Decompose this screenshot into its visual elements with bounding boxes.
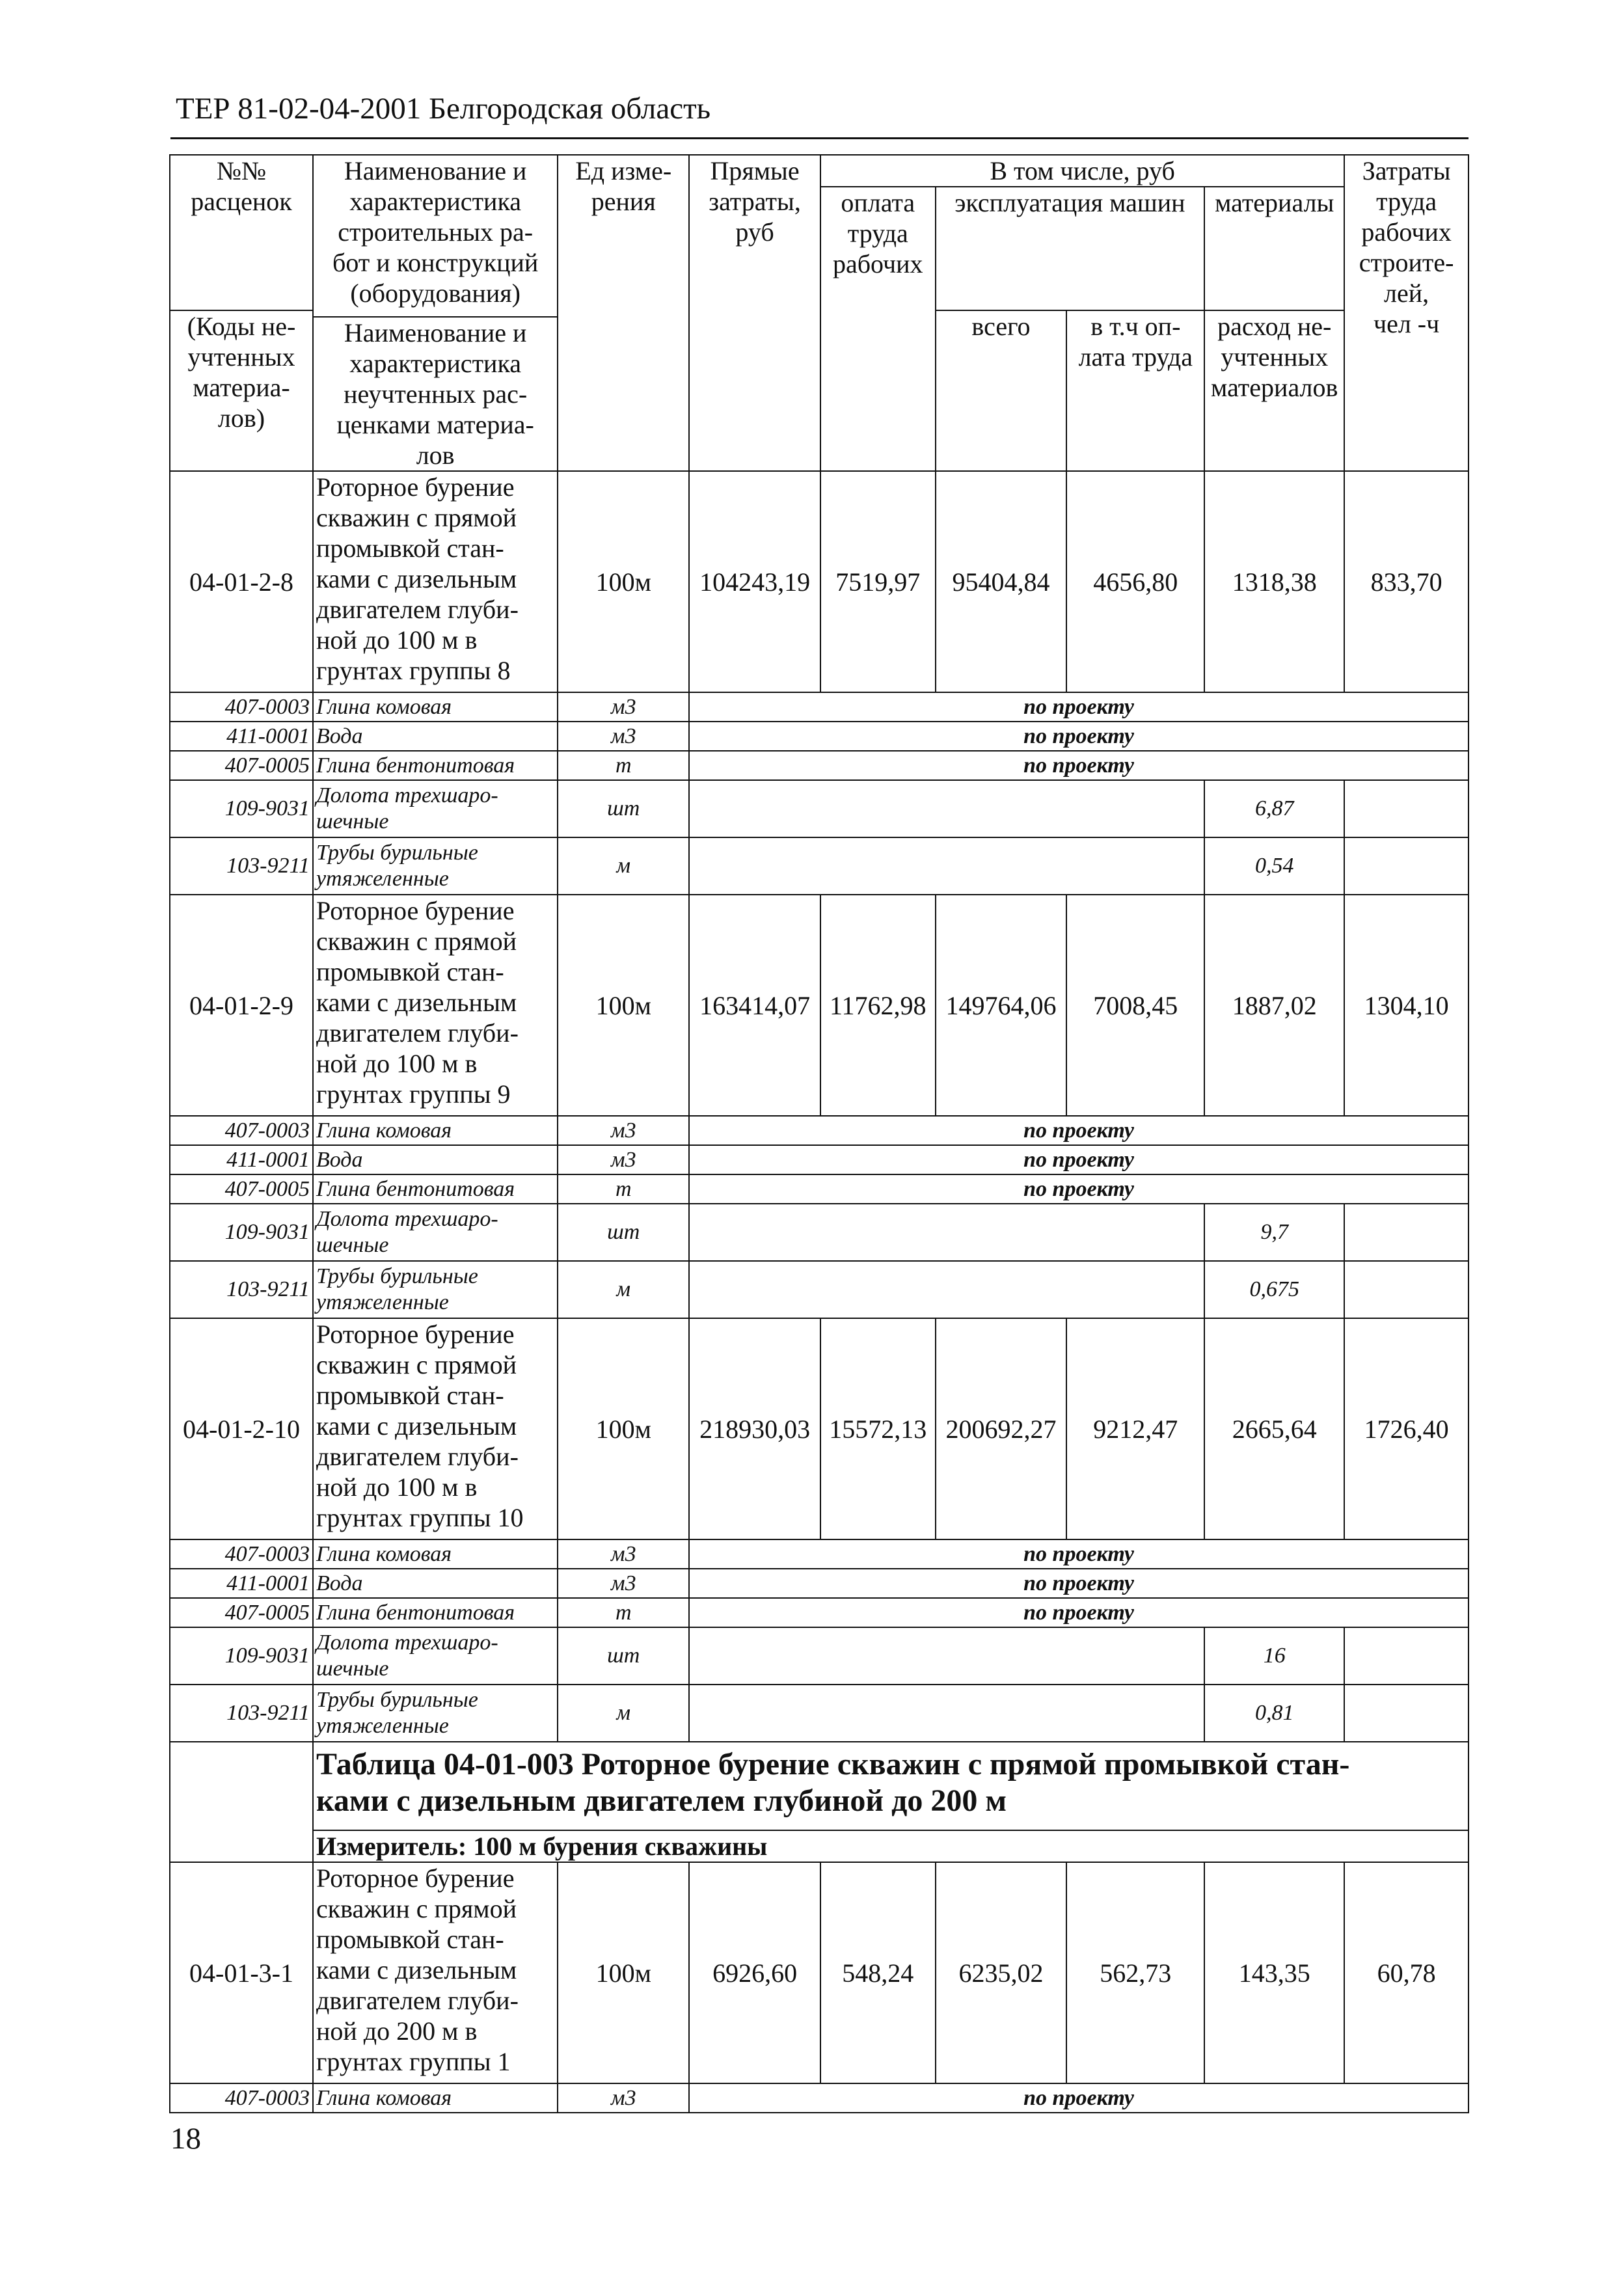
material-name: Вода — [313, 1569, 558, 1598]
material-code: 407-0003 — [170, 1539, 313, 1569]
material-name: Долота трехшаро- шечные — [313, 1627, 558, 1685]
material-unit: м — [558, 1685, 689, 1742]
rate-name: Роторное бурение скважин с прямой промывкой стан- ками с дизельным двигателем глуби- ной до 100 м в грунтах группы 9 — [313, 895, 558, 1116]
material-value: по проекту — [689, 1174, 1468, 1204]
rate-machines-wage: 7008,45 — [1066, 895, 1204, 1116]
material-unit: м3 — [558, 1145, 689, 1174]
material-row — [170, 751, 1468, 780]
header-labor-col: Затраты труда рабочих строите- лей, чел -ч — [1344, 155, 1468, 471]
material-unit: т — [558, 1598, 689, 1627]
rate-machines-wage: 562,73 — [1066, 1862, 1204, 2083]
section-title: Таблица 04-01-003 Роторное бурение скважин с прямой промывкой стан- ками с дизельным двигателем глубиной до 200 м — [313, 1742, 1468, 1830]
material-unit: м3 — [558, 722, 689, 751]
material-code: 407-0005 — [170, 1598, 313, 1627]
rate-direct-cost: 104243,19 — [689, 471, 820, 692]
rate-machines-wage: 9212,47 — [1066, 1318, 1204, 1539]
material-unit: м — [558, 837, 689, 895]
header-incl-title: В том числе, руб — [820, 155, 1344, 187]
header-code-col: №№ расценок — [170, 155, 313, 310]
header-direct-col: Прямые затраты, руб — [689, 155, 820, 471]
material-qty: 0,675 — [1204, 1261, 1344, 1318]
material-row — [170, 1116, 1468, 1145]
rate-unit: 100м — [558, 895, 689, 1116]
material-unit: т — [558, 1174, 689, 1204]
rate-wage: 548,24 — [820, 1862, 936, 2083]
material-code: 411-0001 — [170, 1145, 313, 1174]
material-unit: м — [558, 1261, 689, 1318]
material-name: Глина комовая — [313, 2083, 558, 2113]
material-code: 411-0001 — [170, 722, 313, 751]
rate-direct-cost: 163414,07 — [689, 895, 820, 1116]
material-code: 407-0003 — [170, 2083, 313, 2113]
material-unit: шт — [558, 1627, 689, 1685]
rate-direct-cost: 218930,03 — [689, 1318, 820, 1539]
material-name: Глина комовая — [313, 1539, 558, 1569]
rate-code: 04-01-2-8 — [170, 471, 313, 692]
material-qty: 9,7 — [1204, 1204, 1344, 1261]
material-row — [170, 1261, 1468, 1318]
rate-labor: 1726,40 — [1344, 1318, 1468, 1539]
material-name: Трубы бурильные утяжеленные — [313, 1685, 558, 1742]
material-name: Глина бентонитовая — [313, 1174, 558, 1204]
material-name: Трубы бурильные утяжеленные — [313, 837, 558, 895]
material-value: по проекту — [689, 1145, 1468, 1174]
material-row — [170, 1627, 1468, 1685]
header-name-col: Наименование и характеристика строительных ра- бот и конструкций (оборудования) — [313, 155, 558, 317]
material-value: по проекту — [689, 722, 1468, 751]
material-blank — [1344, 1204, 1468, 1261]
material-row — [170, 1539, 1468, 1569]
rate-labor: 60,78 — [1344, 1862, 1468, 2083]
rate-row — [170, 1862, 1468, 2083]
material-unit: м3 — [558, 1569, 689, 1598]
material-blank — [1344, 780, 1468, 837]
rate-unit: 100м — [558, 1318, 689, 1539]
material-name: Вода — [313, 1145, 558, 1174]
rate-row — [170, 895, 1468, 1116]
rate-machines-total: 6235,02 — [936, 1862, 1067, 2083]
rate-materials: 1887,02 — [1204, 895, 1344, 1116]
rate-row — [170, 471, 1468, 692]
rate-code: 04-01-2-10 — [170, 1318, 313, 1539]
material-code: 407-0003 — [170, 1116, 313, 1145]
material-unit: м3 — [558, 1539, 689, 1569]
rate-materials: 143,35 — [1204, 1862, 1344, 2083]
material-blank — [1344, 1261, 1468, 1318]
material-blank — [689, 1685, 1204, 1742]
material-blank — [689, 1204, 1204, 1261]
rate-code: 04-01-3-1 — [170, 1862, 313, 2083]
material-code: 407-0005 — [170, 751, 313, 780]
header-total: всего — [936, 310, 1067, 471]
header-unacc-name: Наименование и характеристика неучтенных рас- ценками материа- лов — [313, 317, 558, 471]
material-blank — [1344, 1627, 1468, 1685]
section-blank — [170, 1742, 313, 1862]
material-value: по проекту — [689, 1598, 1468, 1627]
material-row — [170, 1569, 1468, 1598]
material-code: 109-9031 — [170, 1204, 313, 1261]
material-code: 109-9031 — [170, 780, 313, 837]
material-row — [170, 780, 1468, 837]
material-name: Трубы бурильные утяжеленные — [313, 1261, 558, 1318]
page-number: 18 — [170, 2122, 201, 2156]
material-name: Глина комовая — [313, 692, 558, 722]
rate-name: Роторное бурение скважин с прямой промывкой стан- ками с дизельным двигателем глуби- ной до 100 м в грунтах группы 8 — [313, 471, 558, 692]
material-blank — [1344, 1685, 1468, 1742]
rate-machines-total: 200692,27 — [936, 1318, 1067, 1539]
header-unit-col: Ед изме- рения — [558, 155, 689, 471]
material-unit: м3 — [558, 1116, 689, 1145]
header-machines-col: эксплуатация машин — [936, 187, 1205, 310]
rate-name: Роторное бурение скважин с прямой промывкой стан- ками с дизельным двигателем глуби- ной до 100 м в грунтах группы 10 — [313, 1318, 558, 1539]
rate-labor: 833,70 — [1344, 471, 1468, 692]
material-code: 103-9211 — [170, 837, 313, 895]
header-rule — [170, 137, 1468, 139]
material-unit: м3 — [558, 2083, 689, 2113]
header-unacc-codes: (Коды не- учтенных материа- лов) — [170, 310, 313, 471]
material-blank — [689, 780, 1204, 837]
material-name: Долота трехшаро- шечные — [313, 1204, 558, 1261]
material-blank — [689, 1261, 1204, 1318]
rate-machines-wage: 4656,80 — [1066, 471, 1204, 692]
rate-wage: 15572,13 — [820, 1318, 936, 1539]
material-row — [170, 722, 1468, 751]
material-value: по проекту — [689, 692, 1468, 722]
rate-machines-total: 95404,84 — [936, 471, 1067, 692]
material-unit: шт — [558, 1204, 689, 1261]
material-unit: м3 — [558, 692, 689, 722]
rate-row — [170, 1318, 1468, 1539]
rate-unit: 100м — [558, 471, 689, 692]
section-measure: Измеритель: 100 м бурения скважины — [313, 1830, 1468, 1862]
rate-unit: 100м — [558, 1862, 689, 2083]
section-title-row — [170, 1742, 1468, 1830]
material-name: Вода — [313, 722, 558, 751]
material-row — [170, 837, 1468, 895]
rate-direct-cost: 6926,60 — [689, 1862, 820, 2083]
material-code: 407-0003 — [170, 692, 313, 722]
material-qty: 6,87 — [1204, 780, 1344, 837]
material-code: 407-0005 — [170, 1174, 313, 1204]
material-value: по проекту — [689, 1116, 1468, 1145]
material-blank — [689, 837, 1204, 895]
material-blank — [1344, 837, 1468, 895]
material-qty: 16 — [1204, 1627, 1344, 1685]
header-wage-col: оплата труда рабочих — [820, 187, 936, 471]
header-consumption: расход не- учтенных материалов — [1204, 310, 1344, 471]
material-value: по проекту — [689, 1539, 1468, 1569]
material-qty: 0,54 — [1204, 837, 1344, 895]
rate-machines-total: 149764,06 — [936, 895, 1067, 1116]
material-row — [170, 1204, 1468, 1261]
material-name: Глина комовая — [313, 1116, 558, 1145]
rate-wage: 11762,98 — [820, 895, 936, 1116]
material-value: по проекту — [689, 2083, 1468, 2113]
material-qty: 0,81 — [1204, 1685, 1344, 1742]
material-unit: шт — [558, 780, 689, 837]
rate-labor: 1304,10 — [1344, 895, 1468, 1116]
material-code: 109-9031 — [170, 1627, 313, 1685]
rate-code: 04-01-2-9 — [170, 895, 313, 1116]
rate-materials: 2665,64 — [1204, 1318, 1344, 1539]
material-name: Глина бентонитовая — [313, 1598, 558, 1627]
material-name: Долота трехшаро- шечные — [313, 780, 558, 837]
rate-name: Роторное бурение скважин с прямой промывкой стан- ками с дизельным двигателем глуби- ной до 200 м в грунтах группы 1 — [313, 1862, 558, 2083]
material-code: 103-9211 — [170, 1685, 313, 1742]
material-name: Глина бентонитовая — [313, 751, 558, 780]
header-materials-col: материалы — [1204, 187, 1344, 310]
material-row — [170, 1685, 1468, 1742]
material-value: по проекту — [689, 751, 1468, 780]
rates-table — [169, 154, 1469, 2113]
material-value: по проекту — [689, 1569, 1468, 1598]
page-header: ТЕР 81-02-04-2001 Белгородская область — [176, 92, 711, 126]
material-unit: т — [558, 751, 689, 780]
rate-materials: 1318,38 — [1204, 471, 1344, 692]
material-code: 411-0001 — [170, 1569, 313, 1598]
material-code: 103-9211 — [170, 1261, 313, 1318]
material-row — [170, 1145, 1468, 1174]
material-row — [170, 692, 1468, 722]
material-row — [170, 1598, 1468, 1627]
material-row — [170, 1174, 1468, 1204]
material-row — [170, 2083, 1468, 2113]
header-incl-wage: в т.ч оп- лата труда — [1066, 310, 1204, 471]
rate-wage: 7519,97 — [820, 471, 936, 692]
material-blank — [689, 1627, 1204, 1685]
measure-row — [170, 1830, 1468, 1862]
